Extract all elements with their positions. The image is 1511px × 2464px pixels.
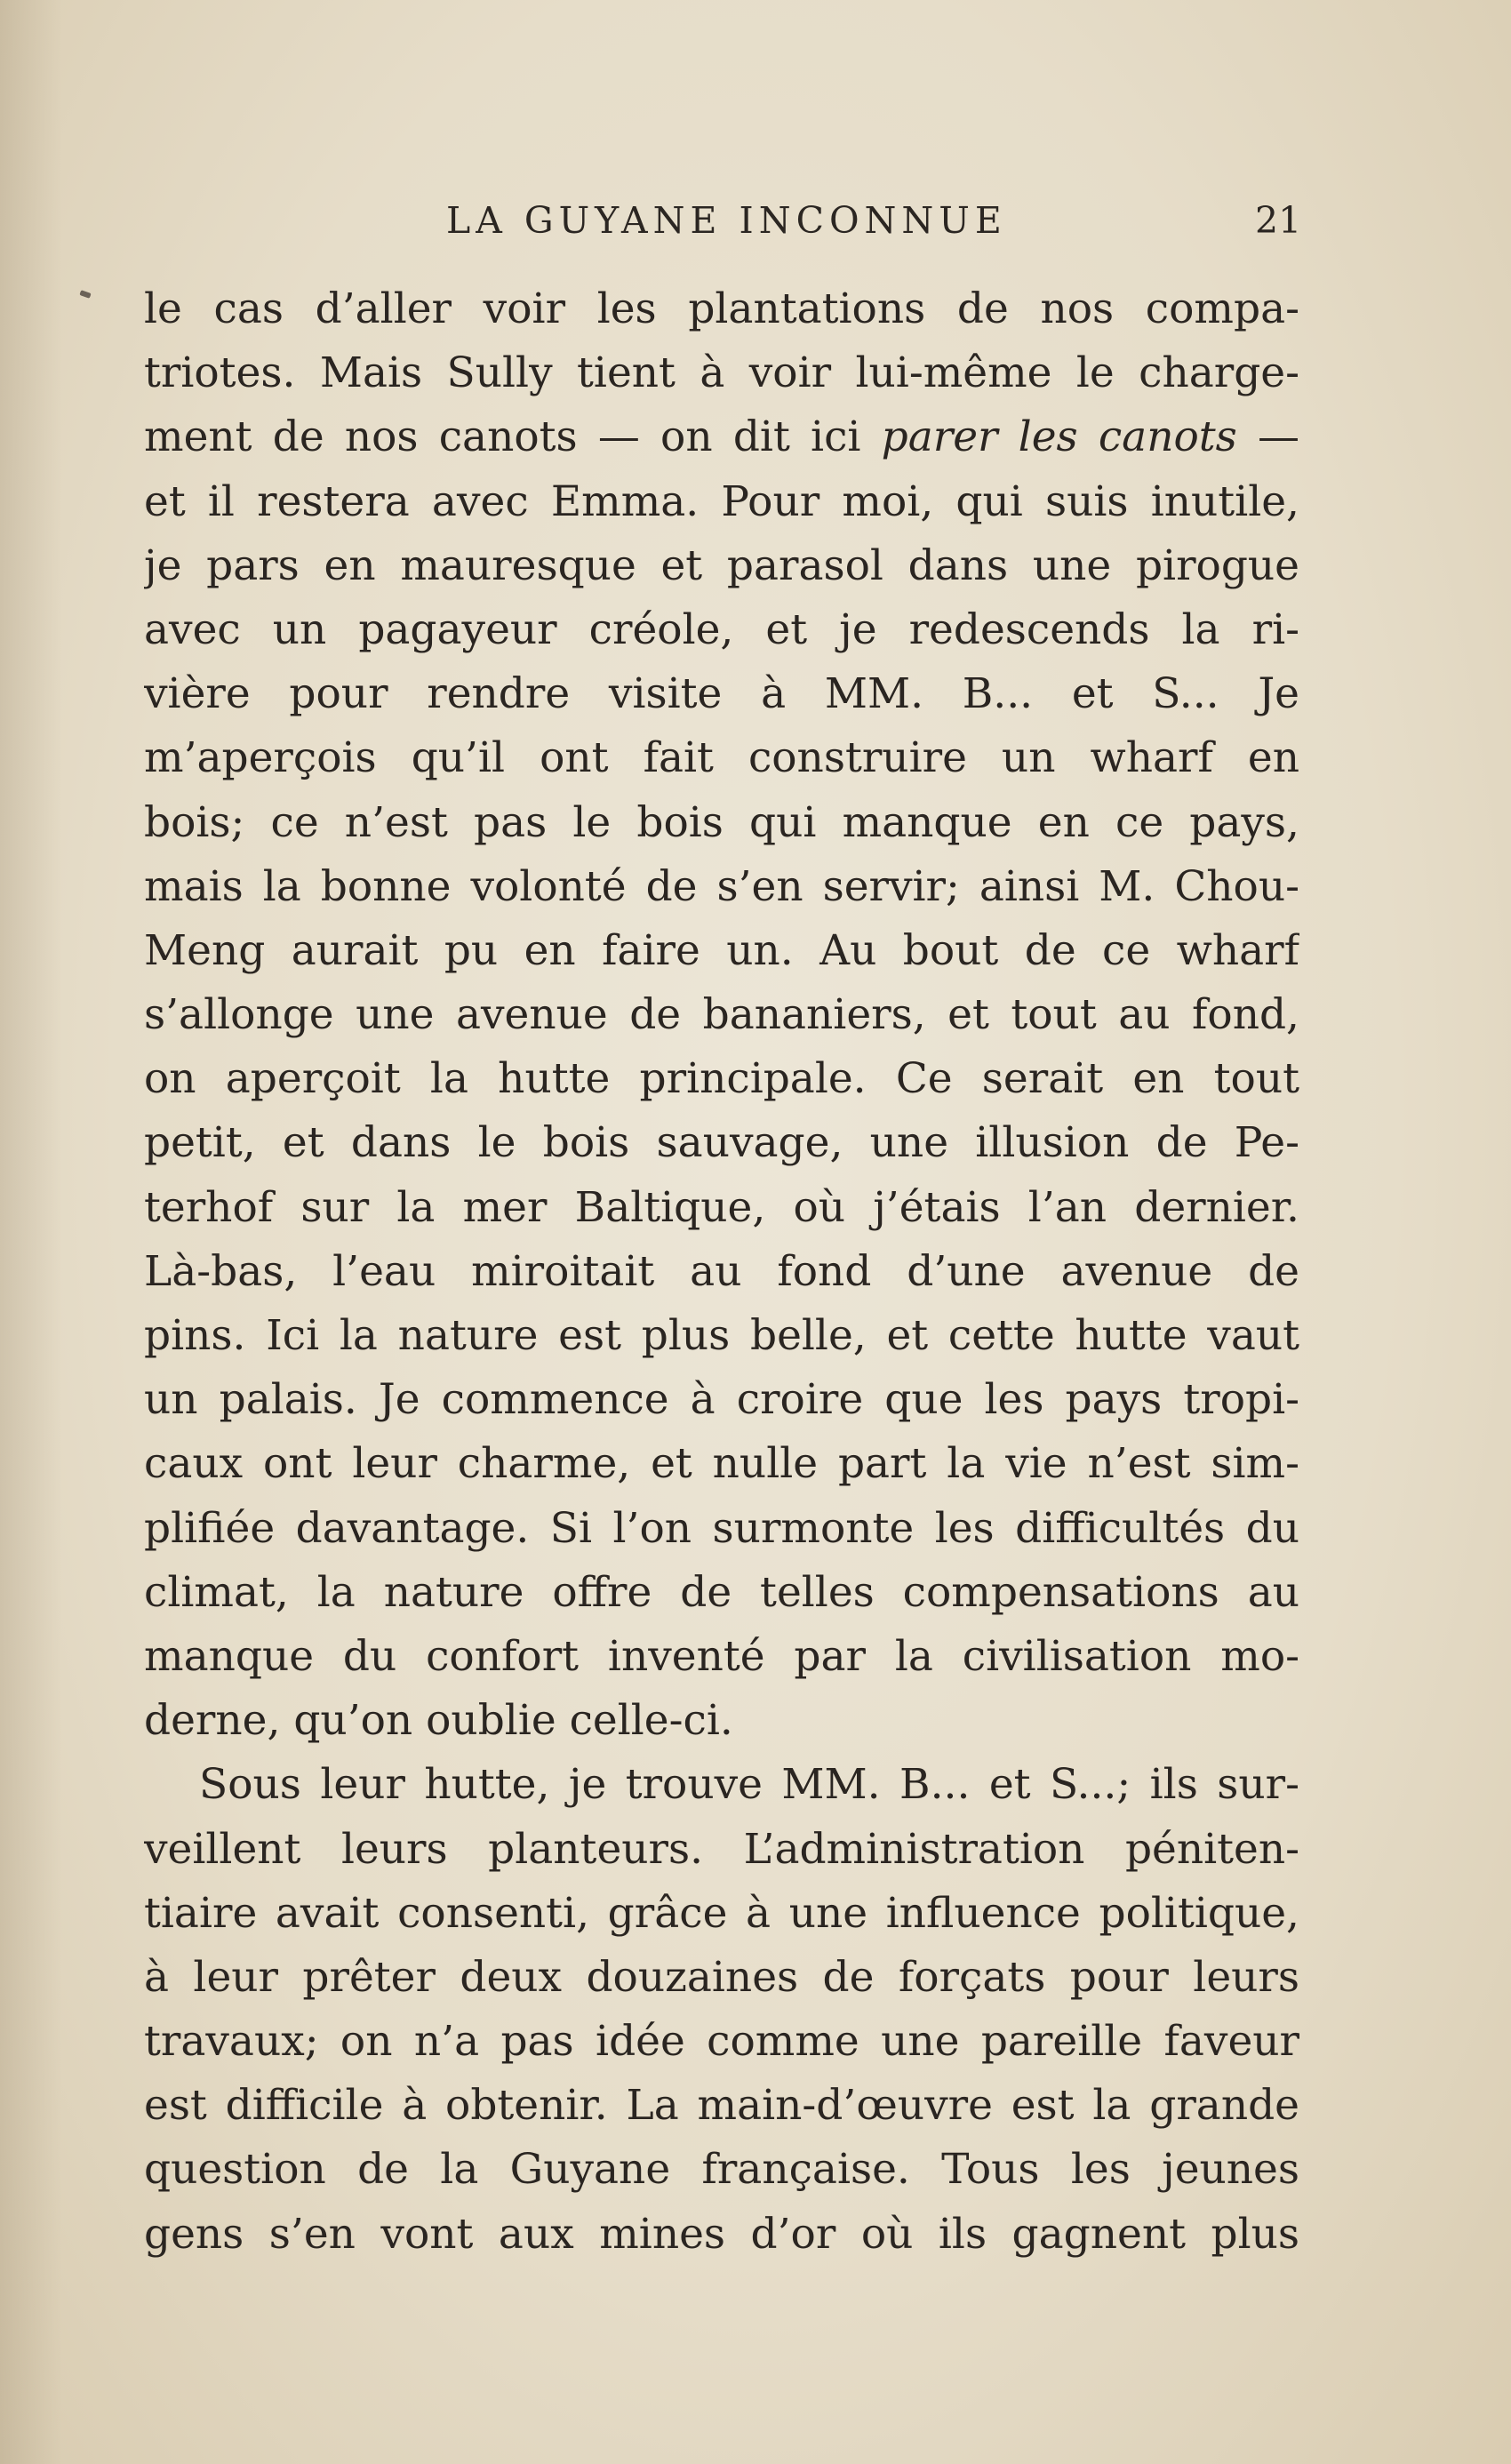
text-line: tiaire avait consenti, grâce à une influence politique, <box>144 1888 1299 1938</box>
ink-speck <box>79 290 91 299</box>
body-text <box>144 277 1299 2267</box>
text-line: derne, qu’on oublie celle-ci. <box>144 1696 733 1746</box>
text-line-before: ment de nos canots — on dit ici <box>144 412 882 462</box>
text-line: plifiée davantage. Si l’on surmonte les difficultés du <box>144 1503 1299 1553</box>
text-line: à leur prêter deux douzaines de forçats pour leurs <box>144 1952 1299 2002</box>
text-line: triotes. Mais Sully tient à voir lui-même le charge- <box>144 348 1299 398</box>
text-line: le cas d’aller voir les plantations de nos compa- <box>144 284 1299 333</box>
text-line: avec un pagayeur créole, et je redescends la ri- <box>144 604 1299 654</box>
text-line: pins. Ici la nature est plus belle, et cette hutte vaut <box>144 1311 1299 1360</box>
text-line: terhof sur la mer Baltique, où j’étais l’an dernier. <box>144 1182 1299 1232</box>
text-line: bois; ce n’est pas le bois qui manque en ce pays, <box>144 797 1299 847</box>
page-number: 21 <box>1255 199 1302 242</box>
italic-phrase: parer les canots <box>881 412 1237 462</box>
text-line: gens s’en vont aux mines d’or où ils gagnent plus <box>144 2209 1299 2259</box>
text-line: vière pour rendre visite à MM. B... et S... Je <box>144 669 1299 719</box>
gutter-shadow <box>0 0 62 2464</box>
text-line: on aperçoit la hutte principale. Ce serait en tout <box>144 1054 1299 1104</box>
text-line: Meng aurait pu en faire un. Au bout de ce wharf <box>144 925 1299 975</box>
text-line: climat, la nature offre de telles compensations au <box>144 1567 1299 1617</box>
text-line: s’allonge une avenue de bananiers, et tout au fond, <box>144 990 1299 1040</box>
text-line: Sous leur hutte, je trouve MM. B... et S...; ils sur- <box>199 1760 1299 1810</box>
running-head <box>0 194 1511 247</box>
text-line <box>144 405 1299 469</box>
text-line: mais la bonne volonté de s’en servir; ainsi M. Chou- <box>144 861 1299 911</box>
text-line: est difficile à obtenir. La main-d’œuvre est la grande <box>144 2081 1299 2131</box>
text-line: question de la Guyane française. Tous les jeunes <box>144 2145 1299 2195</box>
text-line: un palais. Je commence à croire que les pays tropi- <box>144 1375 1299 1425</box>
text-line-after: — <box>1236 412 1299 462</box>
text-line: veillent leurs planteurs. L’administration péniten- <box>144 1824 1299 1874</box>
text-line: m’aperçois qu’il ont fait construire un wharf en <box>144 733 1299 783</box>
text-line: et il restera avec Emma. Pour moi, qui suis inutile, <box>144 476 1299 526</box>
text-line: petit, et dans le bois sauvage, une illusion de Pe- <box>144 1118 1299 1168</box>
text-line: manque du confort inventé par la civilisation mo- <box>144 1631 1299 1681</box>
text-line: caux ont leur charme, et nulle part la vie n’est sim- <box>144 1439 1299 1489</box>
running-title: LA GUYANE INCONNUE <box>446 199 1007 242</box>
text-line: Là-bas, l’eau miroitait au fond d’une avenue de <box>144 1246 1299 1296</box>
text-line: je pars en mauresque et parasol dans une pirogue <box>144 540 1299 590</box>
text-line: travaux; on n’a pas idée comme une pareille faveur <box>144 2017 1299 2067</box>
